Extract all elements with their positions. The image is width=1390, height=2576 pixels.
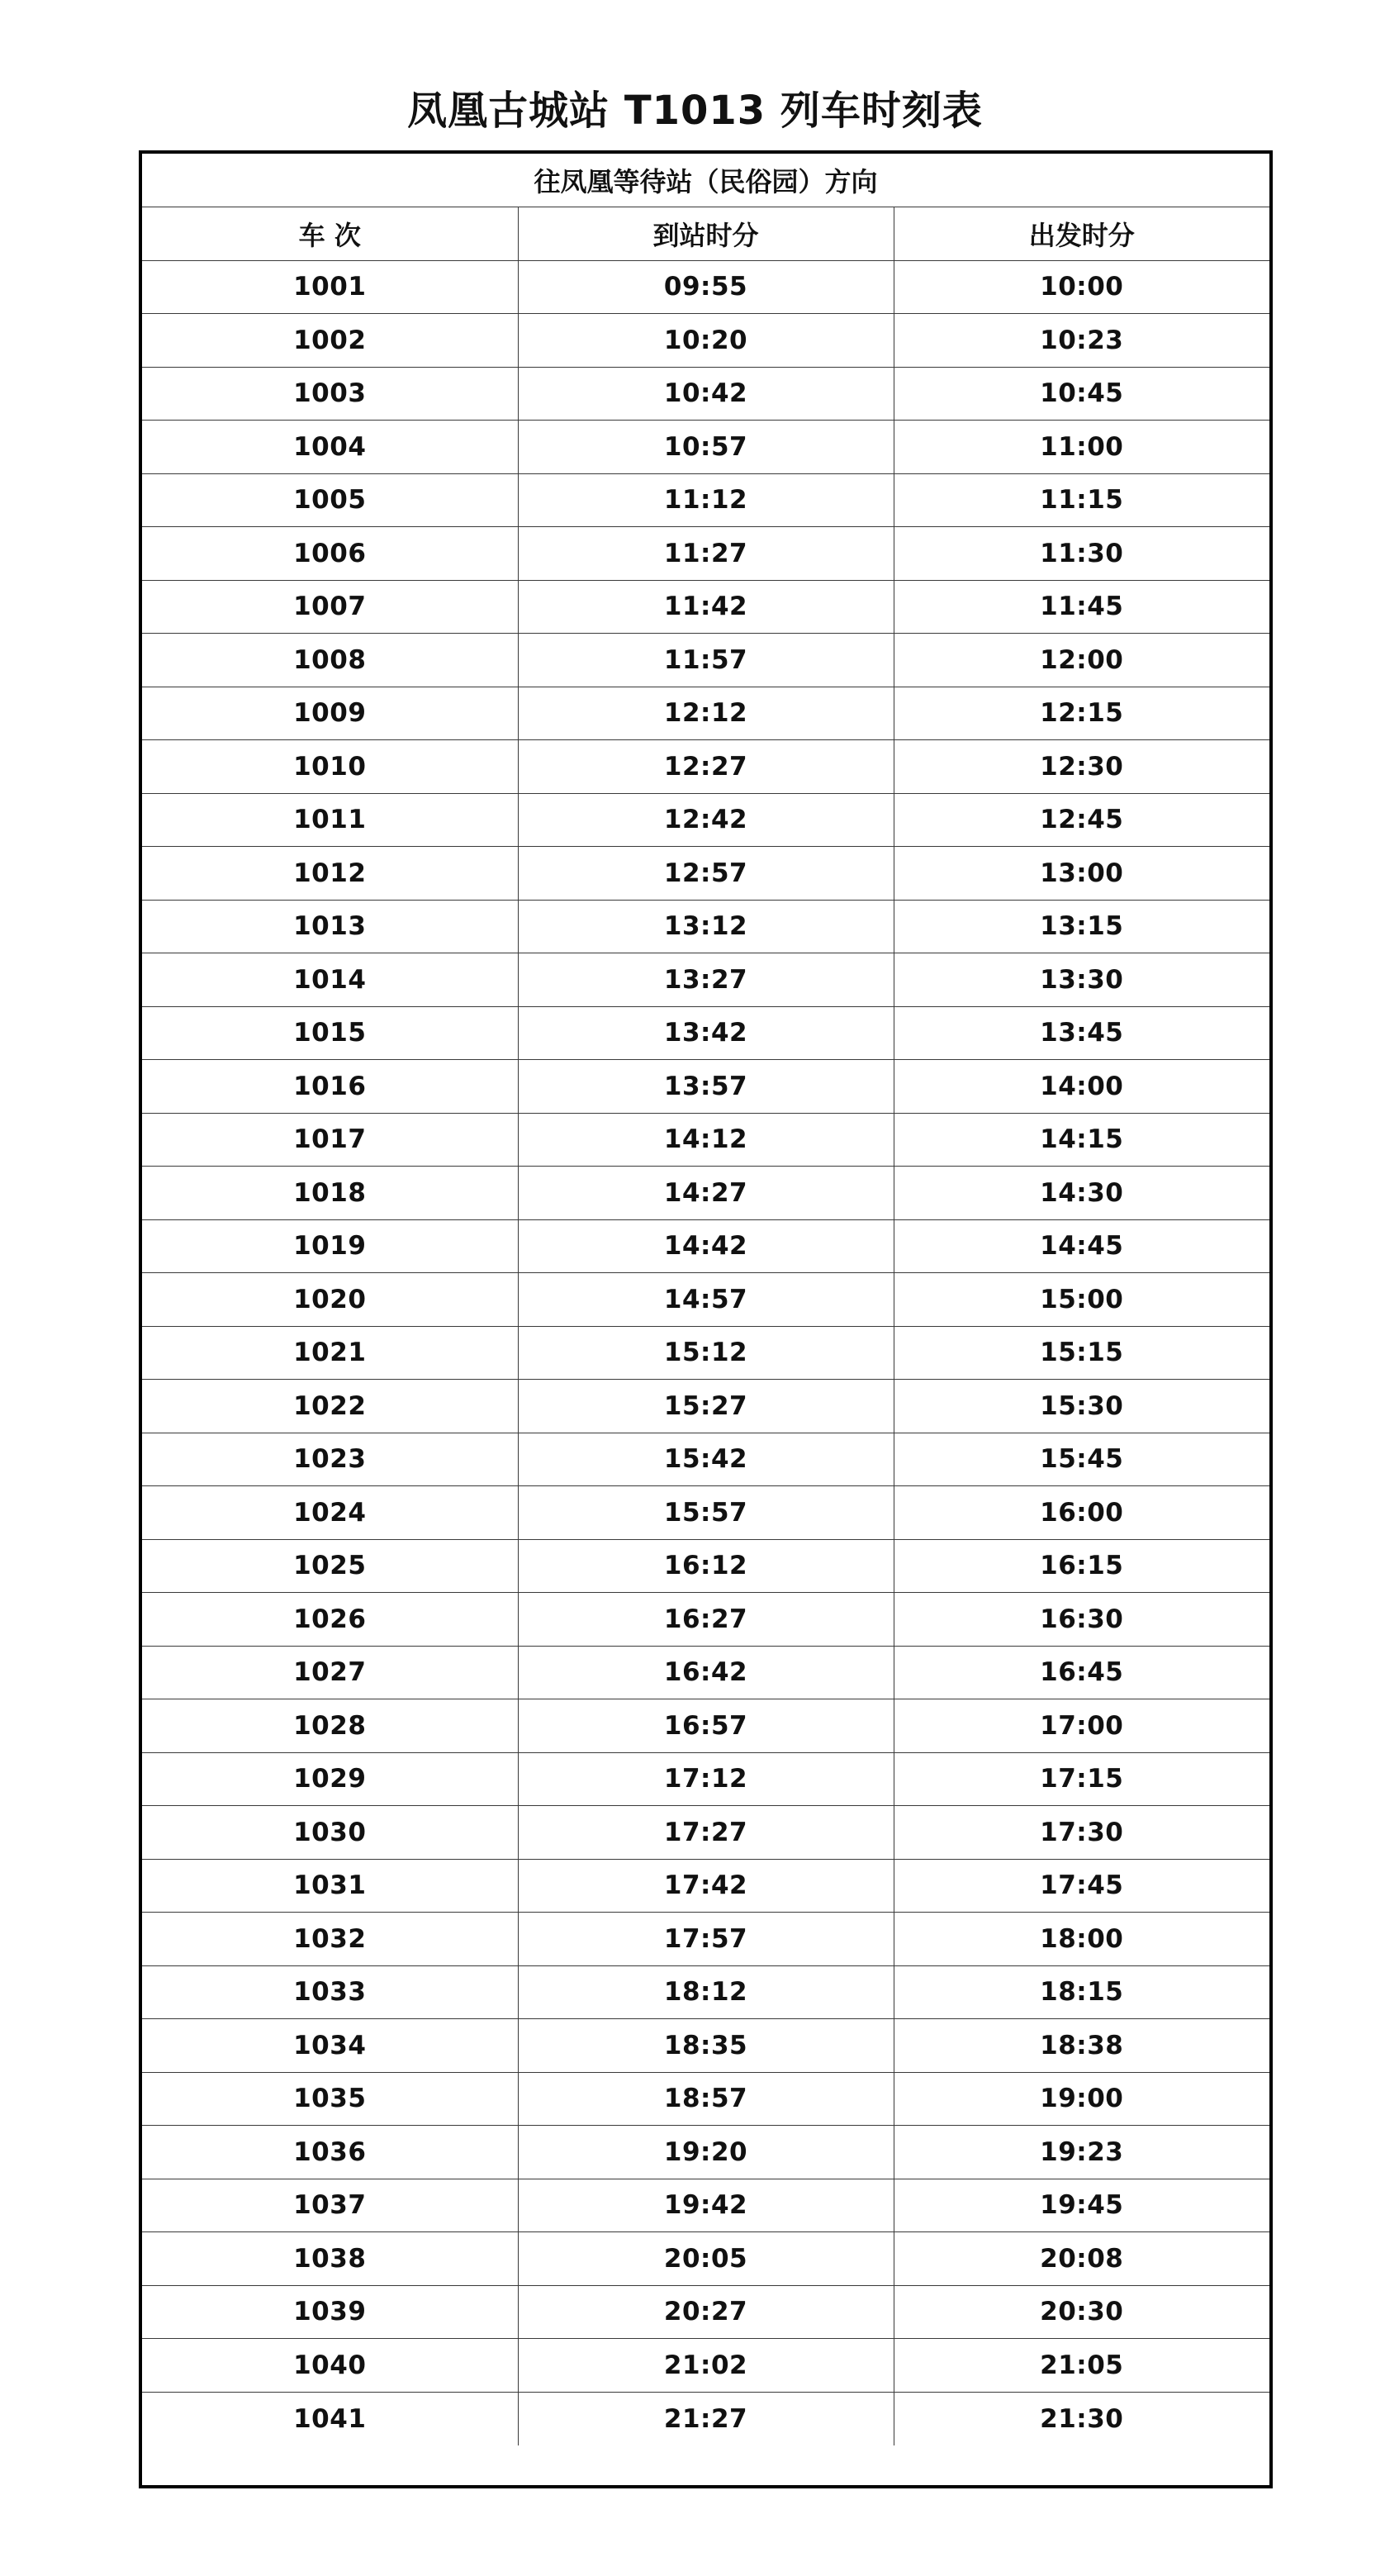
arrival-time-cell: 14:12 (518, 1113, 894, 1167)
train-number-cell: 1008 (142, 634, 518, 687)
departure-time-cell: 20:08 (894, 2232, 1269, 2286)
arrival-time-cell: 17:57 (518, 1913, 894, 1966)
departure-time-cell: 12:00 (894, 634, 1269, 687)
departure-time-cell: 14:00 (894, 1060, 1269, 1114)
table-row (142, 1486, 1269, 1540)
column-header-train-number: 车 次 (142, 207, 518, 261)
arrival-time-cell: 16:12 (518, 1539, 894, 1593)
table-row (142, 1167, 1269, 1220)
departure-time-cell: 19:00 (894, 2072, 1269, 2126)
arrival-time-cell: 13:27 (518, 953, 894, 1007)
train-number-cell: 1038 (142, 2232, 518, 2286)
table-row (142, 2126, 1269, 2179)
departure-time-cell: 15:00 (894, 1273, 1269, 1327)
table-row (142, 367, 1269, 421)
departure-time-cell: 14:15 (894, 1113, 1269, 1167)
departure-time-cell: 18:38 (894, 2019, 1269, 2073)
departure-time-cell: 19:45 (894, 2179, 1269, 2232)
table-row (142, 1859, 1269, 1913)
train-number-cell: 1003 (142, 367, 518, 421)
table-row (142, 1006, 1269, 1060)
train-number-cell: 1031 (142, 1859, 518, 1913)
departure-time-cell: 20:30 (894, 2285, 1269, 2339)
direction-header: 往凤凰等待站（民俗园）方向 (142, 154, 1269, 207)
train-number-cell: 1012 (142, 847, 518, 901)
arrival-time-cell: 11:27 (518, 527, 894, 581)
table-row (142, 473, 1269, 527)
page-title: 凤凰古城站 T1013 列车时刻表 (407, 88, 983, 134)
train-number-cell: 1019 (142, 1219, 518, 1273)
arrival-time-cell: 12:27 (518, 740, 894, 794)
table-row (142, 1113, 1269, 1167)
arrival-time-cell: 17:12 (518, 1752, 894, 1806)
table-row (142, 1219, 1269, 1273)
table-row (142, 1699, 1269, 1753)
arrival-time-cell: 11:57 (518, 634, 894, 687)
train-number-cell: 1005 (142, 473, 518, 527)
train-number-cell: 1040 (142, 2339, 518, 2393)
table-row (142, 953, 1269, 1007)
arrival-time-cell: 16:42 (518, 1646, 894, 1699)
table-row (142, 634, 1269, 687)
arrival-time-cell: 12:42 (518, 793, 894, 847)
train-number-cell: 1017 (142, 1113, 518, 1167)
departure-time-cell: 11:45 (894, 580, 1269, 634)
timetable-table (142, 154, 1269, 2445)
train-number-cell: 1020 (142, 1273, 518, 1327)
departure-time-cell: 16:15 (894, 1539, 1269, 1593)
arrival-time-cell: 19:42 (518, 2179, 894, 2232)
table-row (142, 2339, 1269, 2393)
table-row (142, 2072, 1269, 2126)
column-header-arrival-time: 到站时分 (518, 207, 894, 261)
departure-time-cell: 15:45 (894, 1433, 1269, 1486)
arrival-time-cell: 18:57 (518, 2072, 894, 2126)
departure-time-cell: 19:23 (894, 2126, 1269, 2179)
arrival-time-cell: 18:35 (518, 2019, 894, 2073)
departure-time-cell: 12:30 (894, 740, 1269, 794)
timetable (139, 150, 1273, 2488)
arrival-time-cell: 11:12 (518, 473, 894, 527)
arrival-time-cell: 12:12 (518, 687, 894, 740)
arrival-time-cell: 15:42 (518, 1433, 894, 1486)
train-number-cell: 1034 (142, 2019, 518, 2073)
direction-row (142, 154, 1269, 207)
arrival-time-cell: 17:27 (518, 1806, 894, 1860)
departure-time-cell: 15:15 (894, 1326, 1269, 1380)
train-number-cell: 1023 (142, 1433, 518, 1486)
train-number-cell: 1009 (142, 687, 518, 740)
train-number-cell: 1035 (142, 2072, 518, 2126)
departure-time-cell: 17:15 (894, 1752, 1269, 1806)
train-number-cell: 1010 (142, 740, 518, 794)
arrival-time-cell: 21:27 (518, 2392, 894, 2445)
table-row (142, 900, 1269, 953)
table-row (142, 2179, 1269, 2232)
arrival-time-cell: 11:42 (518, 580, 894, 634)
departure-time-cell: 17:00 (894, 1699, 1269, 1753)
departure-time-cell: 17:30 (894, 1806, 1269, 1860)
departure-time-cell: 21:30 (894, 2392, 1269, 2445)
arrival-time-cell: 17:42 (518, 1859, 894, 1913)
arrival-time-cell: 14:57 (518, 1273, 894, 1327)
train-number-cell: 1025 (142, 1539, 518, 1593)
train-number-cell: 1014 (142, 953, 518, 1007)
table-row (142, 740, 1269, 794)
table-row (142, 1273, 1269, 1327)
table-row (142, 580, 1269, 634)
departure-time-cell: 18:00 (894, 1913, 1269, 1966)
arrival-time-cell: 20:05 (518, 2232, 894, 2286)
train-number-cell: 1004 (142, 421, 518, 474)
timetable-body (142, 260, 1269, 2445)
departure-time-cell: 10:23 (894, 314, 1269, 368)
table-row (142, 2285, 1269, 2339)
table-row (142, 2232, 1269, 2286)
departure-time-cell: 17:45 (894, 1859, 1269, 1913)
table-row (142, 1060, 1269, 1114)
train-number-cell: 1027 (142, 1646, 518, 1699)
departure-time-cell: 11:00 (894, 421, 1269, 474)
train-number-cell: 1015 (142, 1006, 518, 1060)
train-number-cell: 1037 (142, 2179, 518, 2232)
departure-time-cell: 16:30 (894, 1593, 1269, 1647)
arrival-time-cell: 13:42 (518, 1006, 894, 1060)
table-row (142, 2392, 1269, 2445)
train-number-cell: 1006 (142, 527, 518, 581)
table-row (142, 314, 1269, 368)
arrival-time-cell: 18:12 (518, 1965, 894, 2019)
departure-time-cell: 14:45 (894, 1219, 1269, 1273)
departure-time-cell: 14:30 (894, 1167, 1269, 1220)
train-number-cell: 1026 (142, 1593, 518, 1647)
train-number-cell: 1024 (142, 1486, 518, 1540)
train-number-cell: 1030 (142, 1806, 518, 1860)
table-row (142, 1380, 1269, 1433)
train-number-cell: 1002 (142, 314, 518, 368)
arrival-time-cell: 13:12 (518, 900, 894, 953)
table-row (142, 1806, 1269, 1860)
departure-time-cell: 16:00 (894, 1486, 1269, 1540)
column-header-departure-time: 出发时分 (894, 207, 1269, 261)
train-number-cell: 1001 (142, 260, 518, 314)
departure-time-cell: 13:15 (894, 900, 1269, 953)
train-number-cell: 1018 (142, 1167, 518, 1220)
table-row (142, 1752, 1269, 1806)
train-number-cell: 1011 (142, 793, 518, 847)
table-row (142, 847, 1269, 901)
departure-time-cell: 16:45 (894, 1646, 1269, 1699)
train-number-cell: 1013 (142, 900, 518, 953)
arrival-time-cell: 09:55 (518, 260, 894, 314)
departure-time-cell: 21:05 (894, 2339, 1269, 2393)
table-row (142, 1326, 1269, 1380)
departure-time-cell: 10:45 (894, 367, 1269, 421)
table-row (142, 527, 1269, 581)
arrival-time-cell: 20:27 (518, 2285, 894, 2339)
train-number-cell: 1022 (142, 1380, 518, 1433)
arrival-time-cell: 15:12 (518, 1326, 894, 1380)
table-row (142, 1539, 1269, 1593)
column-header-row (142, 207, 1269, 261)
train-number-cell: 1032 (142, 1913, 518, 1966)
departure-time-cell: 18:15 (894, 1965, 1269, 2019)
arrival-time-cell: 16:27 (518, 1593, 894, 1647)
departure-time-cell: 12:15 (894, 687, 1269, 740)
table-row (142, 1433, 1269, 1486)
departure-time-cell: 15:30 (894, 1380, 1269, 1433)
arrival-time-cell: 21:02 (518, 2339, 894, 2393)
arrival-time-cell: 15:57 (518, 1486, 894, 1540)
arrival-time-cell: 16:57 (518, 1699, 894, 1753)
train-number-cell: 1028 (142, 1699, 518, 1753)
table-row (142, 793, 1269, 847)
departure-time-cell: 13:30 (894, 953, 1269, 1007)
departure-time-cell: 11:30 (894, 527, 1269, 581)
train-number-cell: 1039 (142, 2285, 518, 2339)
table-row (142, 687, 1269, 740)
departure-time-cell: 13:45 (894, 1006, 1269, 1060)
arrival-time-cell: 19:20 (518, 2126, 894, 2179)
departure-time-cell: 12:45 (894, 793, 1269, 847)
arrival-time-cell: 14:42 (518, 1219, 894, 1273)
train-number-cell: 1033 (142, 1965, 518, 2019)
arrival-time-cell: 14:27 (518, 1167, 894, 1220)
train-number-cell: 1021 (142, 1326, 518, 1380)
arrival-time-cell: 10:42 (518, 367, 894, 421)
table-row (142, 1913, 1269, 1966)
train-number-cell: 1041 (142, 2392, 518, 2445)
table-row (142, 1965, 1269, 2019)
train-number-cell: 1007 (142, 580, 518, 634)
table-row (142, 1646, 1269, 1699)
table-row (142, 1593, 1269, 1647)
arrival-time-cell: 10:20 (518, 314, 894, 368)
table-row (142, 2019, 1269, 2073)
table-row (142, 421, 1269, 474)
arrival-time-cell: 13:57 (518, 1060, 894, 1114)
train-number-cell: 1036 (142, 2126, 518, 2179)
departure-time-cell: 13:00 (894, 847, 1269, 901)
arrival-time-cell: 12:57 (518, 847, 894, 901)
table-row (142, 260, 1269, 314)
arrival-time-cell: 15:27 (518, 1380, 894, 1433)
arrival-time-cell: 10:57 (518, 421, 894, 474)
train-number-cell: 1029 (142, 1752, 518, 1806)
departure-time-cell: 10:00 (894, 260, 1269, 314)
train-number-cell: 1016 (142, 1060, 518, 1114)
departure-time-cell: 11:15 (894, 473, 1269, 527)
